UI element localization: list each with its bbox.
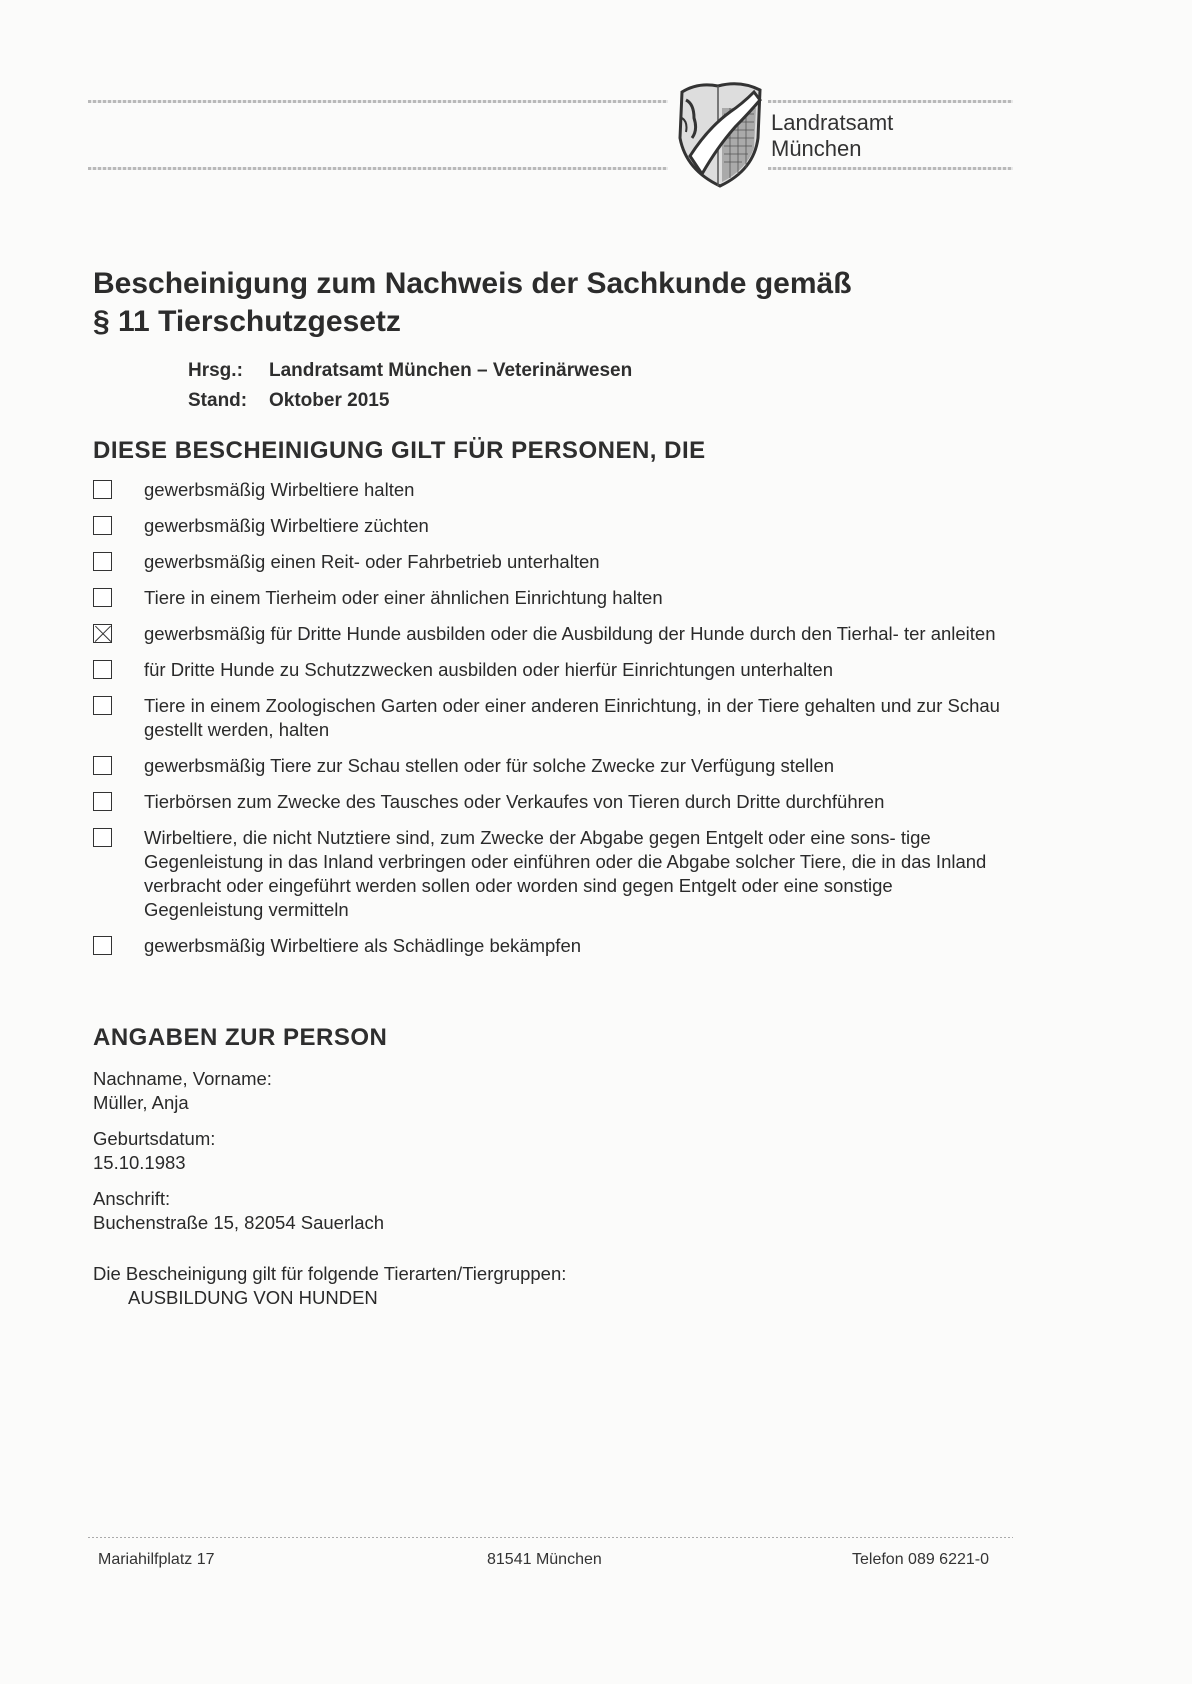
footer-rule — [88, 1537, 1013, 1538]
scope-heading: DIESE BESCHEINIGUNG GILT FÜR PERSONEN, DIE — [93, 437, 706, 464]
address-value: Buchenstraße 15, 82054 Sauerlach — [93, 1212, 385, 1233]
scope-option-text: gewerbsmäßig Wirbeltiere halten — [144, 479, 415, 500]
checkbox[interactable] — [93, 480, 112, 499]
dob-value: 15.10.1983 — [93, 1152, 186, 1173]
checkbox[interactable] — [93, 588, 112, 607]
address-field — [93, 1187, 384, 1235]
scope-option-text: gewerbsmäßig Wirbeltiere züchten — [144, 515, 429, 536]
checkbox[interactable] — [93, 552, 112, 571]
scope-option — [93, 694, 1013, 742]
scope-option-text: für Dritte Hunde zu Schutzzwecken ausbilden oder hierfür Einrichtungen unterhalten — [144, 659, 834, 680]
footer-city: 81541 München — [487, 1551, 602, 1568]
publisher-label: Hrsg.: — [188, 360, 243, 381]
org-name-line2: München — [771, 136, 862, 161]
header-rule-top — [88, 100, 1013, 103]
footer-phone: Telefon 089 6221-0 — [852, 1551, 989, 1568]
status-value: Oktober 2015 — [269, 390, 390, 411]
scope-option — [93, 586, 1013, 610]
checkbox[interactable] — [93, 660, 112, 679]
document-title — [93, 265, 973, 341]
checkbox[interactable] — [93, 756, 112, 775]
scope-option-text: Wirbeltiere, die nicht Nutztiere sind, zum Zwecke der Abgabe gegen Entgelt oder eine sons- tige Gegenleistung in das Inland verbringen oder einführen oder die Abgabe solcher Tiere, die in das Inland verbracht oder eingeführt werden sollen oder worden sind gegen Entgelt oder eine sonstige Gegenleistung vermitteln — [144, 827, 987, 920]
scope-option-text: Tierbörsen zum Zwecke des Tausches oder Verkaufes von Tieren durch Dritte durchführen — [144, 791, 885, 812]
title-line2: § 11 Tierschutzgesetz — [93, 305, 401, 338]
meta-publisher — [188, 360, 632, 382]
scope-option — [93, 754, 1013, 778]
scope-options-list — [93, 478, 1013, 970]
scope-option — [93, 622, 1013, 646]
checkbox[interactable] — [93, 936, 112, 955]
person-heading: ANGABEN ZUR PERSON — [93, 1024, 388, 1051]
coat-of-arms-logo — [668, 78, 768, 190]
valid-species-label: Die Bescheinigung gilt für folgende Tierarten/Tiergruppen: — [93, 1263, 567, 1284]
dob-label: Geburtsdatum: — [93, 1128, 216, 1149]
publisher-value: Landratsamt München – Veterinärwesen — [269, 360, 633, 381]
scope-option-text: gewerbsmäßig Wirbeltiere als Schädlinge bekämpfen — [144, 935, 582, 956]
scope-option-text: gewerbsmäßig für Dritte Hunde ausbilden oder die Ausbildung der Hunde durch den Tierhal- ter anleiten — [144, 623, 996, 644]
title-line1: Bescheinigung zum Nachweis der Sachkunde gemäß — [93, 267, 852, 300]
checkbox[interactable] — [93, 516, 112, 535]
footer-street: Mariahilfplatz 17 — [98, 1551, 215, 1568]
valid-species-value: AUSBILDUNG VON HUNDEN — [128, 1287, 378, 1308]
scope-option — [93, 934, 1013, 958]
scope-option — [93, 478, 1013, 502]
scope-option-text: Tiere in einem Tierheim oder einer ähnlichen Einrichtung halten — [144, 587, 663, 608]
name-label: Nachname, Vorname: — [93, 1068, 272, 1089]
checkbox[interactable] — [93, 696, 112, 715]
address-label: Anschrift: — [93, 1188, 171, 1209]
checkbox[interactable] — [93, 828, 112, 847]
checkbox-checked[interactable] — [93, 624, 112, 643]
meta-status — [188, 390, 389, 412]
scope-option — [93, 514, 1013, 538]
scope-option — [93, 826, 1013, 922]
checkbox[interactable] — [93, 792, 112, 811]
name-field — [93, 1067, 272, 1115]
name-value: Müller, Anja — [93, 1092, 189, 1113]
scope-option — [93, 550, 1013, 574]
header-rule-bottom — [88, 167, 1013, 170]
scope-option-text: gewerbsmäßig Tiere zur Schau stellen oder für solche Zwecke zur Verfügung stellen — [144, 755, 834, 776]
scope-option — [93, 658, 1013, 682]
scope-option-text: gewerbsmäßig einen Reit- oder Fahrbetrieb unterhalten — [144, 551, 600, 572]
status-label: Stand: — [188, 390, 248, 411]
scope-option — [93, 790, 1013, 814]
org-name-line1: Landratsamt — [771, 110, 894, 135]
dob-field — [93, 1127, 215, 1175]
scope-option-text: Tiere in einem Zoologischen Garten oder einer anderen Einrichtung, in der Tiere gehalten und zur Schau gestellt werden, halten — [144, 695, 1000, 740]
